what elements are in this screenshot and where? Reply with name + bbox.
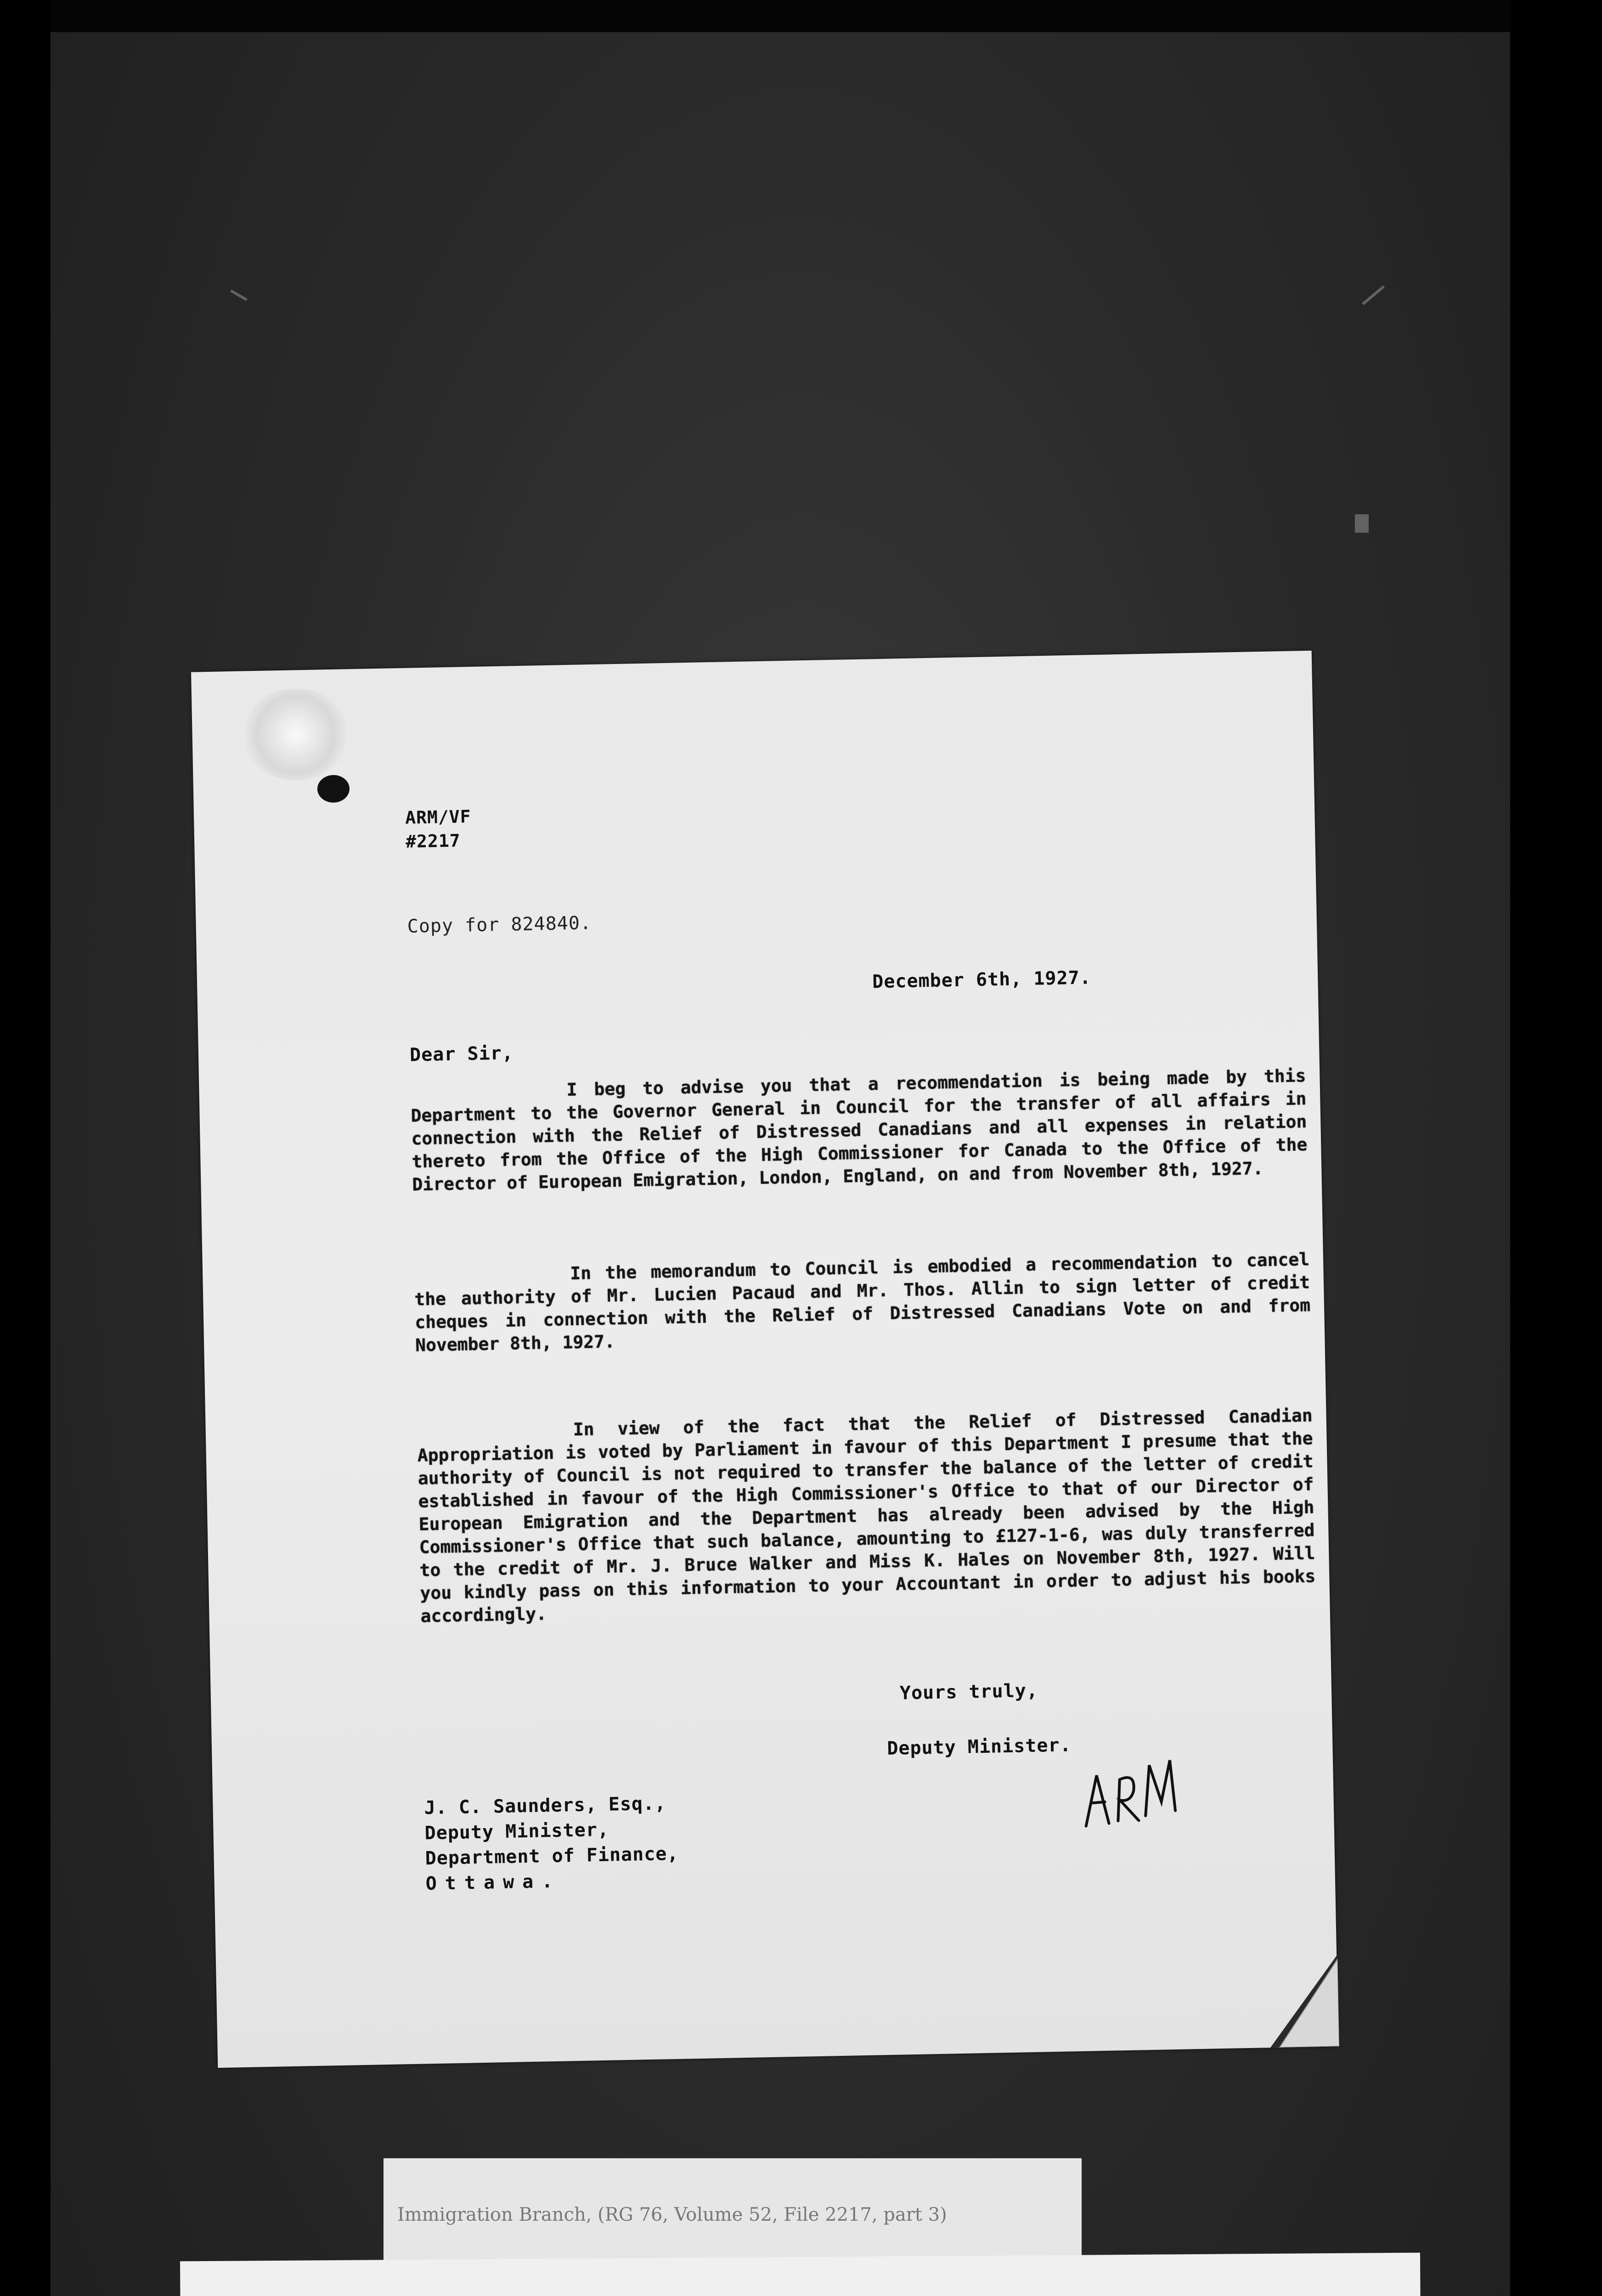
address-line: J. C. Saunders, Esq., [424,1793,666,1819]
staple-stain [242,687,350,781]
handwritten-initials [1075,1746,1187,1831]
reference-line: #2217 [405,830,461,852]
staple-hole [317,775,350,803]
reference-block [405,805,472,854]
salutation: Dear Sir, [409,1042,514,1066]
copy-for-note: Copy for 824840. [407,912,592,937]
body-paragraph: In the memorandum to Council is embodied a recommendation to cancel the authority of Mr. Lucien Pacaud and Mr. Thos. Allin to sign letter of credit cheques in connection with the Relief of Distressed Canadians Vote on and from November 8th, 1927. [414,1249,1311,1356]
film-scratch [1355,514,1369,533]
address-line: Deputy Minister, [424,1819,609,1844]
letter-page [191,651,1338,2068]
film-edge-left [0,0,51,2296]
caption-text: Immigration Branch, (RG 76, Volume 52, File 2217, part 3) [397,2204,947,2225]
folded-corner [1269,1954,1339,2048]
body-paragraph: I beg to advise you that a recommendation is being made by this Department to the Governor General in Council for the transfer of all affairs in connection with the Relief of Distressed Canadians and all expenses in relation thereto from the Office of the High Commissioner for Canada to the Office of the Director of European Emigration, London, England, on and from November 8th, 1927. [411,1065,1308,1195]
address-line: Ottawa. [425,1870,561,1895]
signature-title: Deputy Minister. [886,1734,1072,1760]
closing: Yours truly, [899,1680,1038,1704]
film-edge-top [0,0,1602,32]
film-edge-right [1510,0,1602,2296]
letter-date: December 6th, 1927. [872,967,1092,993]
address-line: Department of Finance, [425,1843,679,1869]
reference-line: ARM/VF [405,806,471,828]
body-paragraph: In view of the fact that the Relief of Distressed Canadian Appropriation is voted by Parliament in favour of this Department I presume that the authority of Council is not required to transfer the balance of the letter of credit established in favour of the High Commissioner's Office to that of our Director of European Emigration and the Department has already been advised by the High Commissioner's Office that such balance, amounting to £127-1-6, was duly transferred to the credit of Mr. J. Bruce Walker and Miss K. Hales on November 8th, 1927. Will you kindly pass on this information to your Accountant in order to adjust his books accordingly. [417,1405,1316,1626]
archives-card [180,2253,1423,2296]
film-scratch [1362,285,1385,305]
film-scratch [230,289,248,301]
